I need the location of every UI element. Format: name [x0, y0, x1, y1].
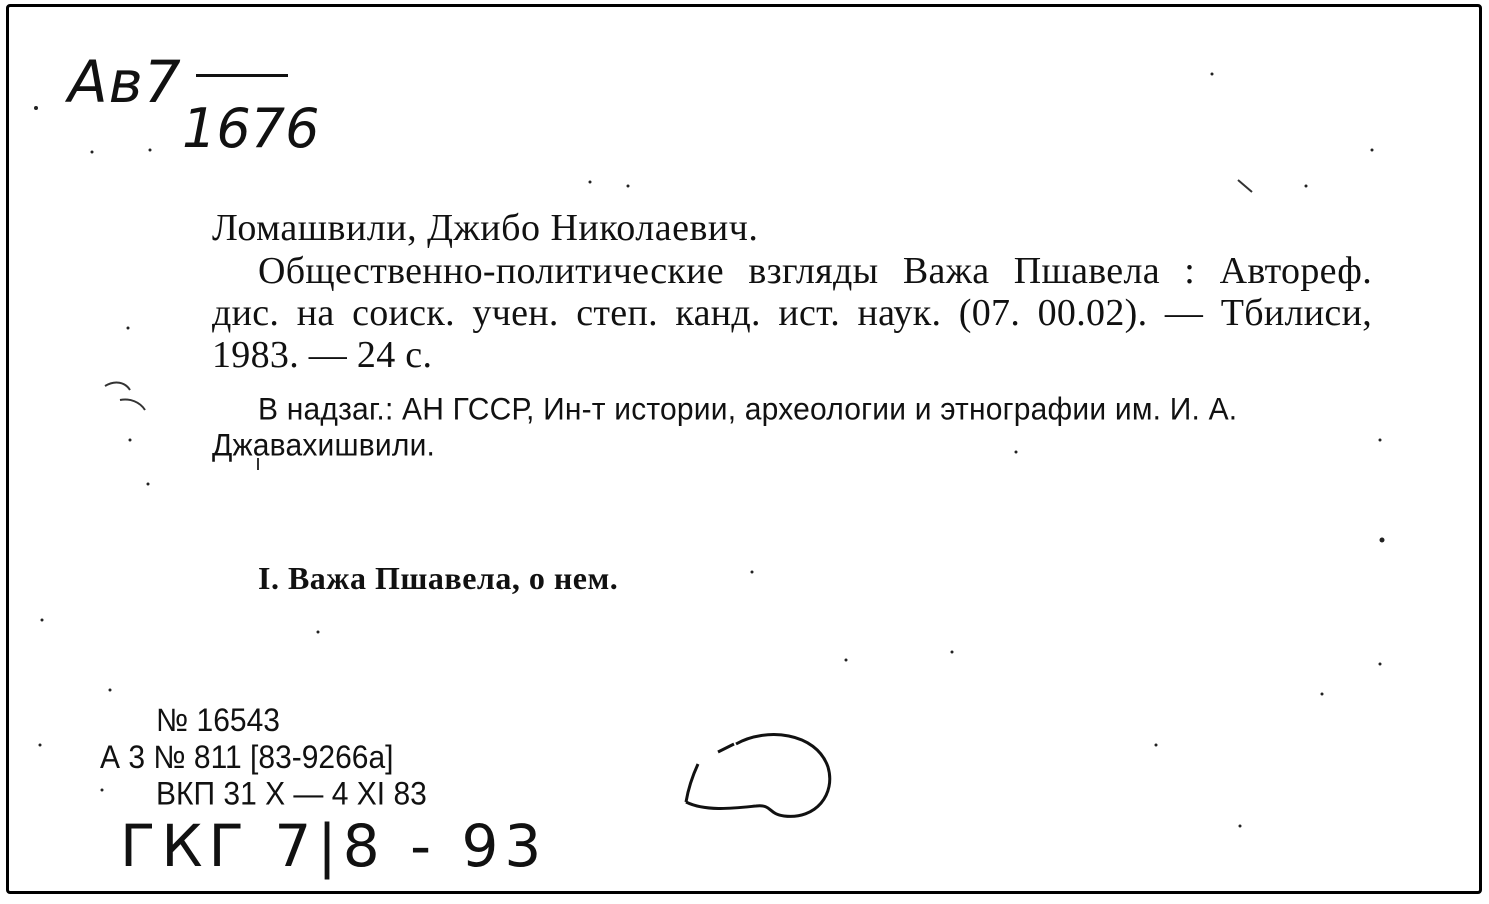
bibliographic-description: Общественно-политические взгляды Важа Пшавела : Автореф. дис. на соиск. учен. степ. канд. ист. наук. (07. 00.02). — Тбилиси, 1983. — 24 с.	[212, 250, 1372, 376]
institution-note: В надзаг.: АН ГССР, Ин-т истории, археологии и этнографии им. И. А. Джавахишвили.	[212, 392, 1238, 463]
handwritten-footer: ГКГ 7|8 - 93	[120, 812, 548, 880]
subject-heading: I. Важа Пшавела, о нем.	[258, 560, 619, 596]
chamber-date: ВКП 31 X — 4 XI 83	[156, 776, 427, 813]
shelfmark-number: 1676	[182, 97, 320, 160]
shelfmark-prefix: Aв7	[68, 48, 182, 116]
registry-number: № 16543	[156, 703, 280, 739]
author-heading: Ломашвили, Джибо Николаевич.	[212, 207, 759, 249]
accession-number: А 3 № 811 [83-9266а]	[100, 739, 394, 776]
